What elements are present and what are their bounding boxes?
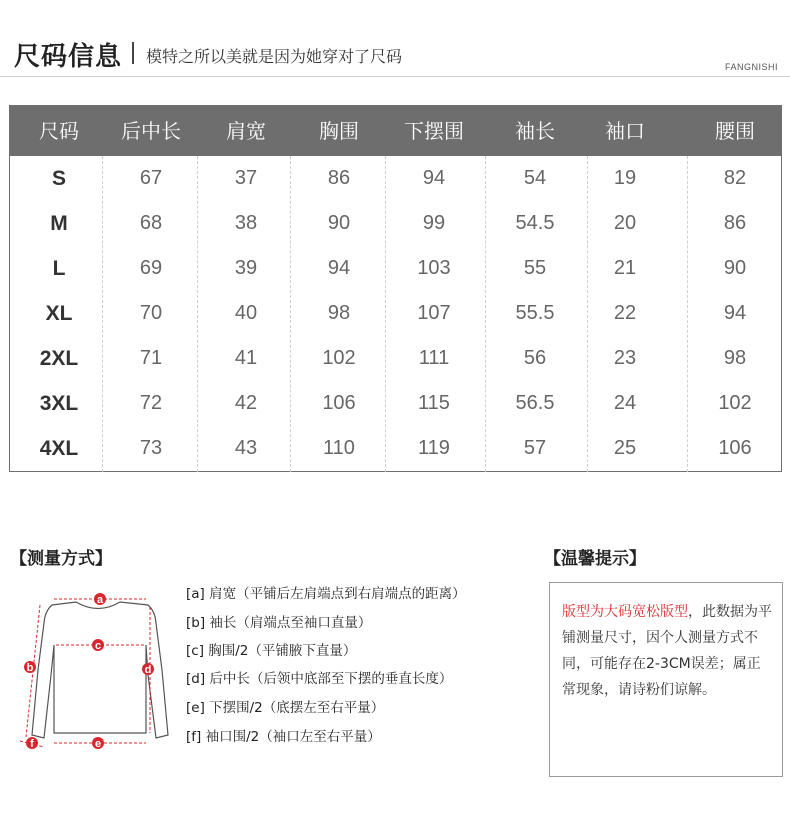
table-cell: 99	[422, 212, 446, 234]
garment-diagram	[10, 575, 180, 755]
table-cell: 42	[234, 392, 258, 414]
note-a: [a] 肩宽（平铺后左肩端点到右肩端点的距离）	[186, 586, 466, 602]
table-row	[10, 246, 781, 291]
column-header-back-length: 后中长	[121, 119, 181, 143]
table-cell: 98	[327, 302, 351, 324]
table-cell: 86	[723, 212, 747, 234]
table-cell: 119	[418, 437, 450, 459]
note-e: [e] 下摆围/2（底摆左至右平量）	[186, 700, 385, 716]
table-cell: 102	[322, 347, 356, 369]
marker-f-label: f	[30, 738, 34, 750]
size-label: 2XL	[39, 347, 79, 370]
table-cell: 23	[613, 347, 637, 369]
marker-b-label: b	[26, 662, 34, 674]
column-header-hem: 下摆围	[404, 119, 464, 143]
page-title: 尺码信息	[14, 42, 123, 72]
table-cell: 68	[139, 212, 163, 234]
table-cell: 54.5	[515, 212, 555, 234]
table-cell: 54	[523, 167, 547, 189]
table-cell: 102	[718, 392, 752, 414]
size-table	[9, 105, 782, 472]
marker-c-label: c	[94, 640, 102, 652]
marker-e-label: e	[94, 738, 102, 750]
table-cell: 110	[323, 437, 355, 459]
table-cell: 55	[523, 257, 547, 279]
measure-section-title: 【测量方式】	[10, 549, 112, 569]
table-cell: 71	[139, 347, 163, 369]
table-cell: 41	[234, 347, 258, 369]
table-row	[10, 336, 781, 381]
note-f: [f] 袖口围/2（袖口左至右平量）	[186, 729, 381, 745]
table-row	[10, 156, 781, 201]
size-label: S	[51, 167, 66, 190]
table-cell: 106	[322, 392, 356, 414]
table-row	[10, 381, 781, 426]
table-cell: 39	[234, 257, 258, 279]
table-cell: 25	[613, 437, 637, 459]
table-cell: 67	[139, 167, 163, 189]
table-cell: 20	[613, 212, 637, 234]
table-cell: 19	[613, 167, 637, 189]
table-cell: 21	[613, 257, 637, 279]
column-header-cuff: 袖口	[605, 119, 645, 143]
table-cell: 56	[523, 347, 547, 369]
column-header-size: 尺码	[39, 119, 79, 143]
page-header	[0, 0, 790, 80]
table-cell: 90	[327, 212, 351, 234]
table-cell: 94	[422, 167, 446, 189]
tips-text	[562, 599, 772, 703]
page-subtitle: 模特之所以美就是因为她穿对了尺码	[146, 47, 403, 66]
column-header-shoulder: 肩宽	[226, 119, 266, 143]
table-row	[10, 426, 781, 471]
table-header	[10, 106, 781, 156]
table-cell: 57	[523, 437, 547, 459]
tips-body: ，此数据为平铺测量尺寸，因个人测量方式不同，可能存在2-3CM误差；属正常现象，请诗粉们谅解。	[562, 604, 772, 698]
table-cell: 70	[139, 302, 163, 324]
note-d: [d] 后中长（后领中底部至下摆的垂直长度）	[186, 671, 453, 687]
table-cell: 69	[139, 257, 163, 279]
table-cell: 106	[718, 437, 752, 459]
garment-outline-svg	[10, 575, 180, 755]
table-cell: 98	[723, 347, 747, 369]
table-cell: 72	[139, 392, 163, 414]
table-cell: 55.5	[515, 302, 555, 324]
table-cell: 111	[418, 347, 450, 369]
table-cell: 103	[417, 257, 451, 279]
tips-box	[549, 582, 783, 777]
table-body	[10, 156, 781, 472]
column-header-sleeve-length: 袖长	[515, 119, 555, 143]
table-cell: 115	[418, 392, 450, 414]
size-label: M	[50, 212, 68, 235]
table-cell: 37	[234, 167, 258, 189]
marker-d-label: d	[144, 664, 152, 676]
tips-section-title: 【温馨提示】	[544, 549, 646, 569]
size-label: L	[52, 257, 66, 280]
table-row	[10, 201, 781, 246]
table-cell: 82	[723, 167, 747, 189]
table-cell: 107	[417, 302, 451, 324]
tips-highlight: 版型为大码宽松版型	[562, 604, 688, 620]
header-rule	[0, 76, 790, 77]
note-b: [b] 袖长（肩端点至袖口直量）	[186, 615, 372, 631]
table-cell: 24	[613, 392, 637, 414]
table-cell: 40	[234, 302, 258, 324]
brand-name: FANGNISHI	[724, 62, 778, 72]
table-cell: 43	[234, 437, 258, 459]
size-label: 4XL	[39, 437, 79, 460]
column-header-waist: 腰围	[715, 119, 755, 143]
table-cell: 22	[613, 302, 637, 324]
size-label: 3XL	[39, 392, 79, 415]
size-label: XL	[45, 302, 73, 325]
title-divider	[132, 42, 134, 64]
table-cell: 94	[327, 257, 351, 279]
table-cell: 56.5	[515, 392, 555, 414]
table-cell: 73	[139, 437, 163, 459]
table-row	[10, 291, 781, 336]
table-cell: 86	[327, 167, 351, 189]
marker-a-label: a	[96, 594, 104, 606]
table-cell: 38	[234, 212, 258, 234]
note-c: [c] 胸围/2（平铺腋下直量）	[186, 643, 357, 659]
column-header-chest: 胸围	[319, 119, 359, 143]
table-cell: 90	[723, 257, 747, 279]
table-cell: 94	[723, 302, 747, 324]
